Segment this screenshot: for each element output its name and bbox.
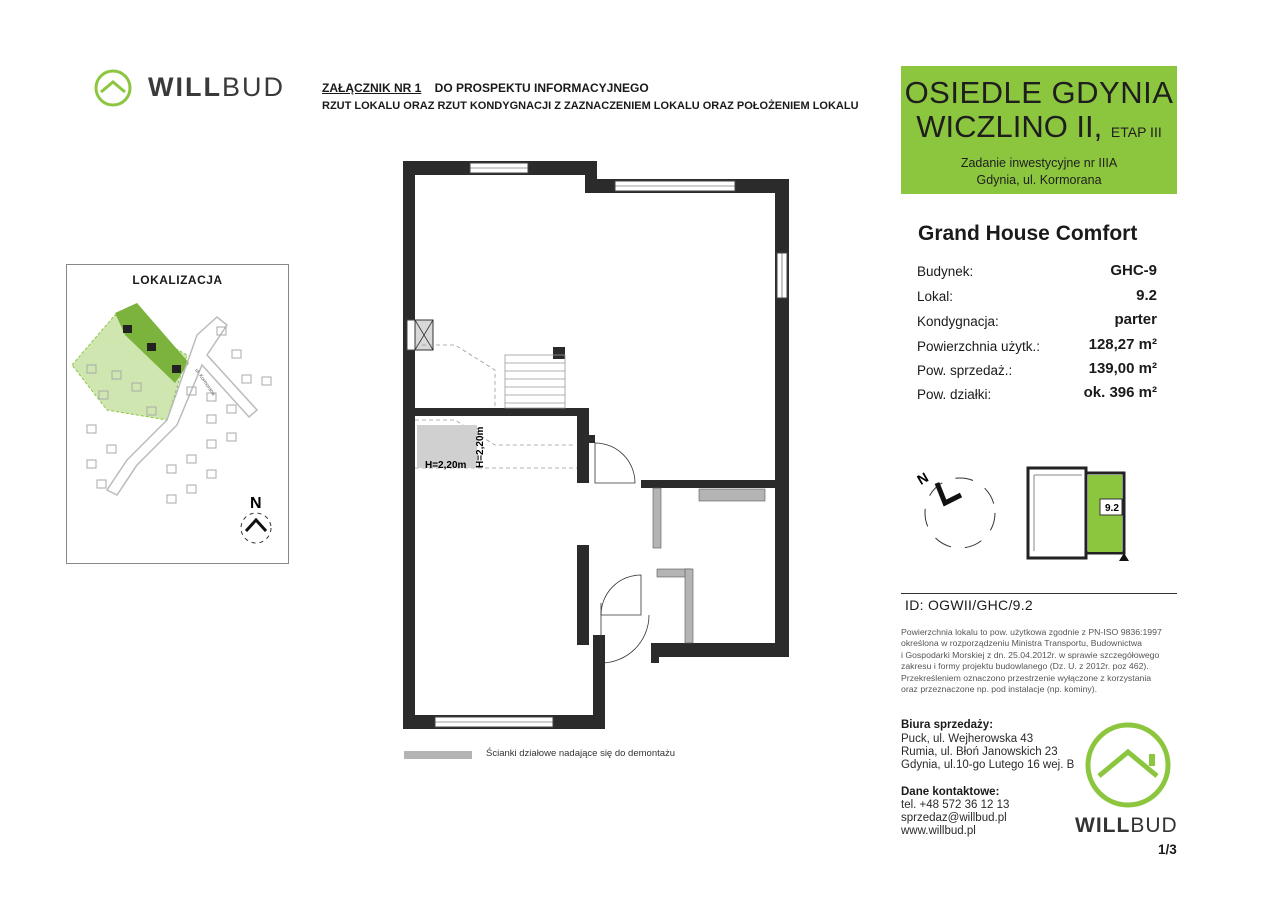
param-label-unit: Lokal: [917,289,954,304]
project-task: Zadanie inwestycyjne nr IIIA [960,156,1118,170]
willbud-footer-logo-icon [1083,720,1173,810]
id-divider [901,593,1177,594]
param-value-plot-area: ok. 396 m² [1083,384,1157,401]
param-label-sales-area: Pow. sprzedaż.: [917,363,1013,378]
contact-website[interactable]: www.willbud.pl [901,825,976,837]
project-box [901,66,1177,194]
height-label-vertical: H=2,20m [475,426,486,468]
logo-bud: BUD [221,72,285,102]
project-etap: ETAP III [1110,124,1162,140]
param-value-usable-area: 128,27 m² [1088,336,1157,353]
param-label-usable-area: Powierzchnia użytk.: [917,339,1041,354]
compass-n-right: N [914,468,932,488]
willbud-footer-logo [1075,814,1178,838]
location-title: LOKALIZACJA [132,273,223,287]
contact-title: Dane kontaktowe: [901,786,1000,798]
contact-phone[interactable]: tel. +48 572 36 12 13 [901,799,1010,811]
footer-logo-bud: BUD [1130,814,1178,837]
sales-office: Puck, ul. Wejherowska 43 [901,733,1034,745]
location-north-label: N [250,495,262,512]
annex-header [322,79,859,115]
unit-title: Grand House Comfort [918,222,1138,245]
param-value-building: GHC-9 [1110,262,1157,279]
contact-email[interactable]: sprzedaz@willbud.pl [901,812,1007,824]
willbud-logo [148,72,285,103]
footer-logo-will: WILL [1075,814,1131,837]
note-line: określona w rozporządzeniu Ministra Transportu, Budownictwa [901,638,1142,649]
page-number: 1/3 [1158,842,1177,857]
project-address: Gdynia, ul. Kormorana [976,173,1102,187]
sales-office: Gdynia, ul.10-go Lutego 16 wej. B [901,759,1075,771]
location-map [67,295,288,563]
note-line: oraz przeznaczone np. pod instalacje (np. kominy). [901,684,1098,695]
param-label-building: Budynek: [917,264,974,279]
key-plan-unit-label: 9.2 [1105,503,1119,514]
willbud-logo-icon [93,68,133,108]
param-label-plot-area: Pow. działki: [917,387,992,402]
floor-plan [395,155,805,735]
note-line: i Gospodarki Morskiej z dn. 25.04.2012r. w sprawie szczegółowego [901,649,1160,660]
unit-id: ID: OGWII/GHC/9.2 [905,597,1034,613]
project-line2: WICZLINO II, [916,109,1103,144]
annex-to: DO PROSPEKTU INFORMACYJNEGO [434,81,649,95]
param-value-sales-area: 139,00 m² [1088,360,1157,377]
annex-number: ZAŁĄCZNIK NR 1 [322,81,422,95]
note-line: zakresu i formy projektu budowlanego (Dz. U. z 2012r. poz 462). [901,661,1149,672]
param-label-floor: Kondygnacja: [917,314,999,329]
legal-notes [901,627,1181,695]
height-label-horizontal: H=2,20m [425,460,467,471]
legend-swatch-demountable [404,751,472,759]
note-line: Przekreśleniem oznaczono przestrzenie wyłączone z korzystania [901,672,1152,683]
compass-orientation [905,455,1005,555]
logo-will: WILL [148,72,222,102]
sales-title: Biura sprzedaży: [901,719,994,731]
param-value-unit: 9.2 [1136,287,1157,304]
param-value-floor: parter [1114,311,1157,328]
project-line1: OSIEDLE GDYNIA [904,75,1174,110]
annex-subtitle: RZUT LOKALU ORAZ RZUT KONDYGNACJI Z ZAZNACZENIEM LOKALU ORAZ POŁOŻENIEM LOKALU [322,100,859,112]
sales-office: Rumia, ul. Błoń Janowskich 23 [901,746,1058,758]
building-key-plan [1024,465,1154,565]
legend-text-demountable: Ścianki działowe nadające się do demontażu [486,748,676,759]
location-street-label: ul. Kormorana [193,367,217,397]
note-line: Powierzchnia lokalu to pow. użytkowa zgodnie z PN-ISO 9836:1997 [901,627,1162,637]
